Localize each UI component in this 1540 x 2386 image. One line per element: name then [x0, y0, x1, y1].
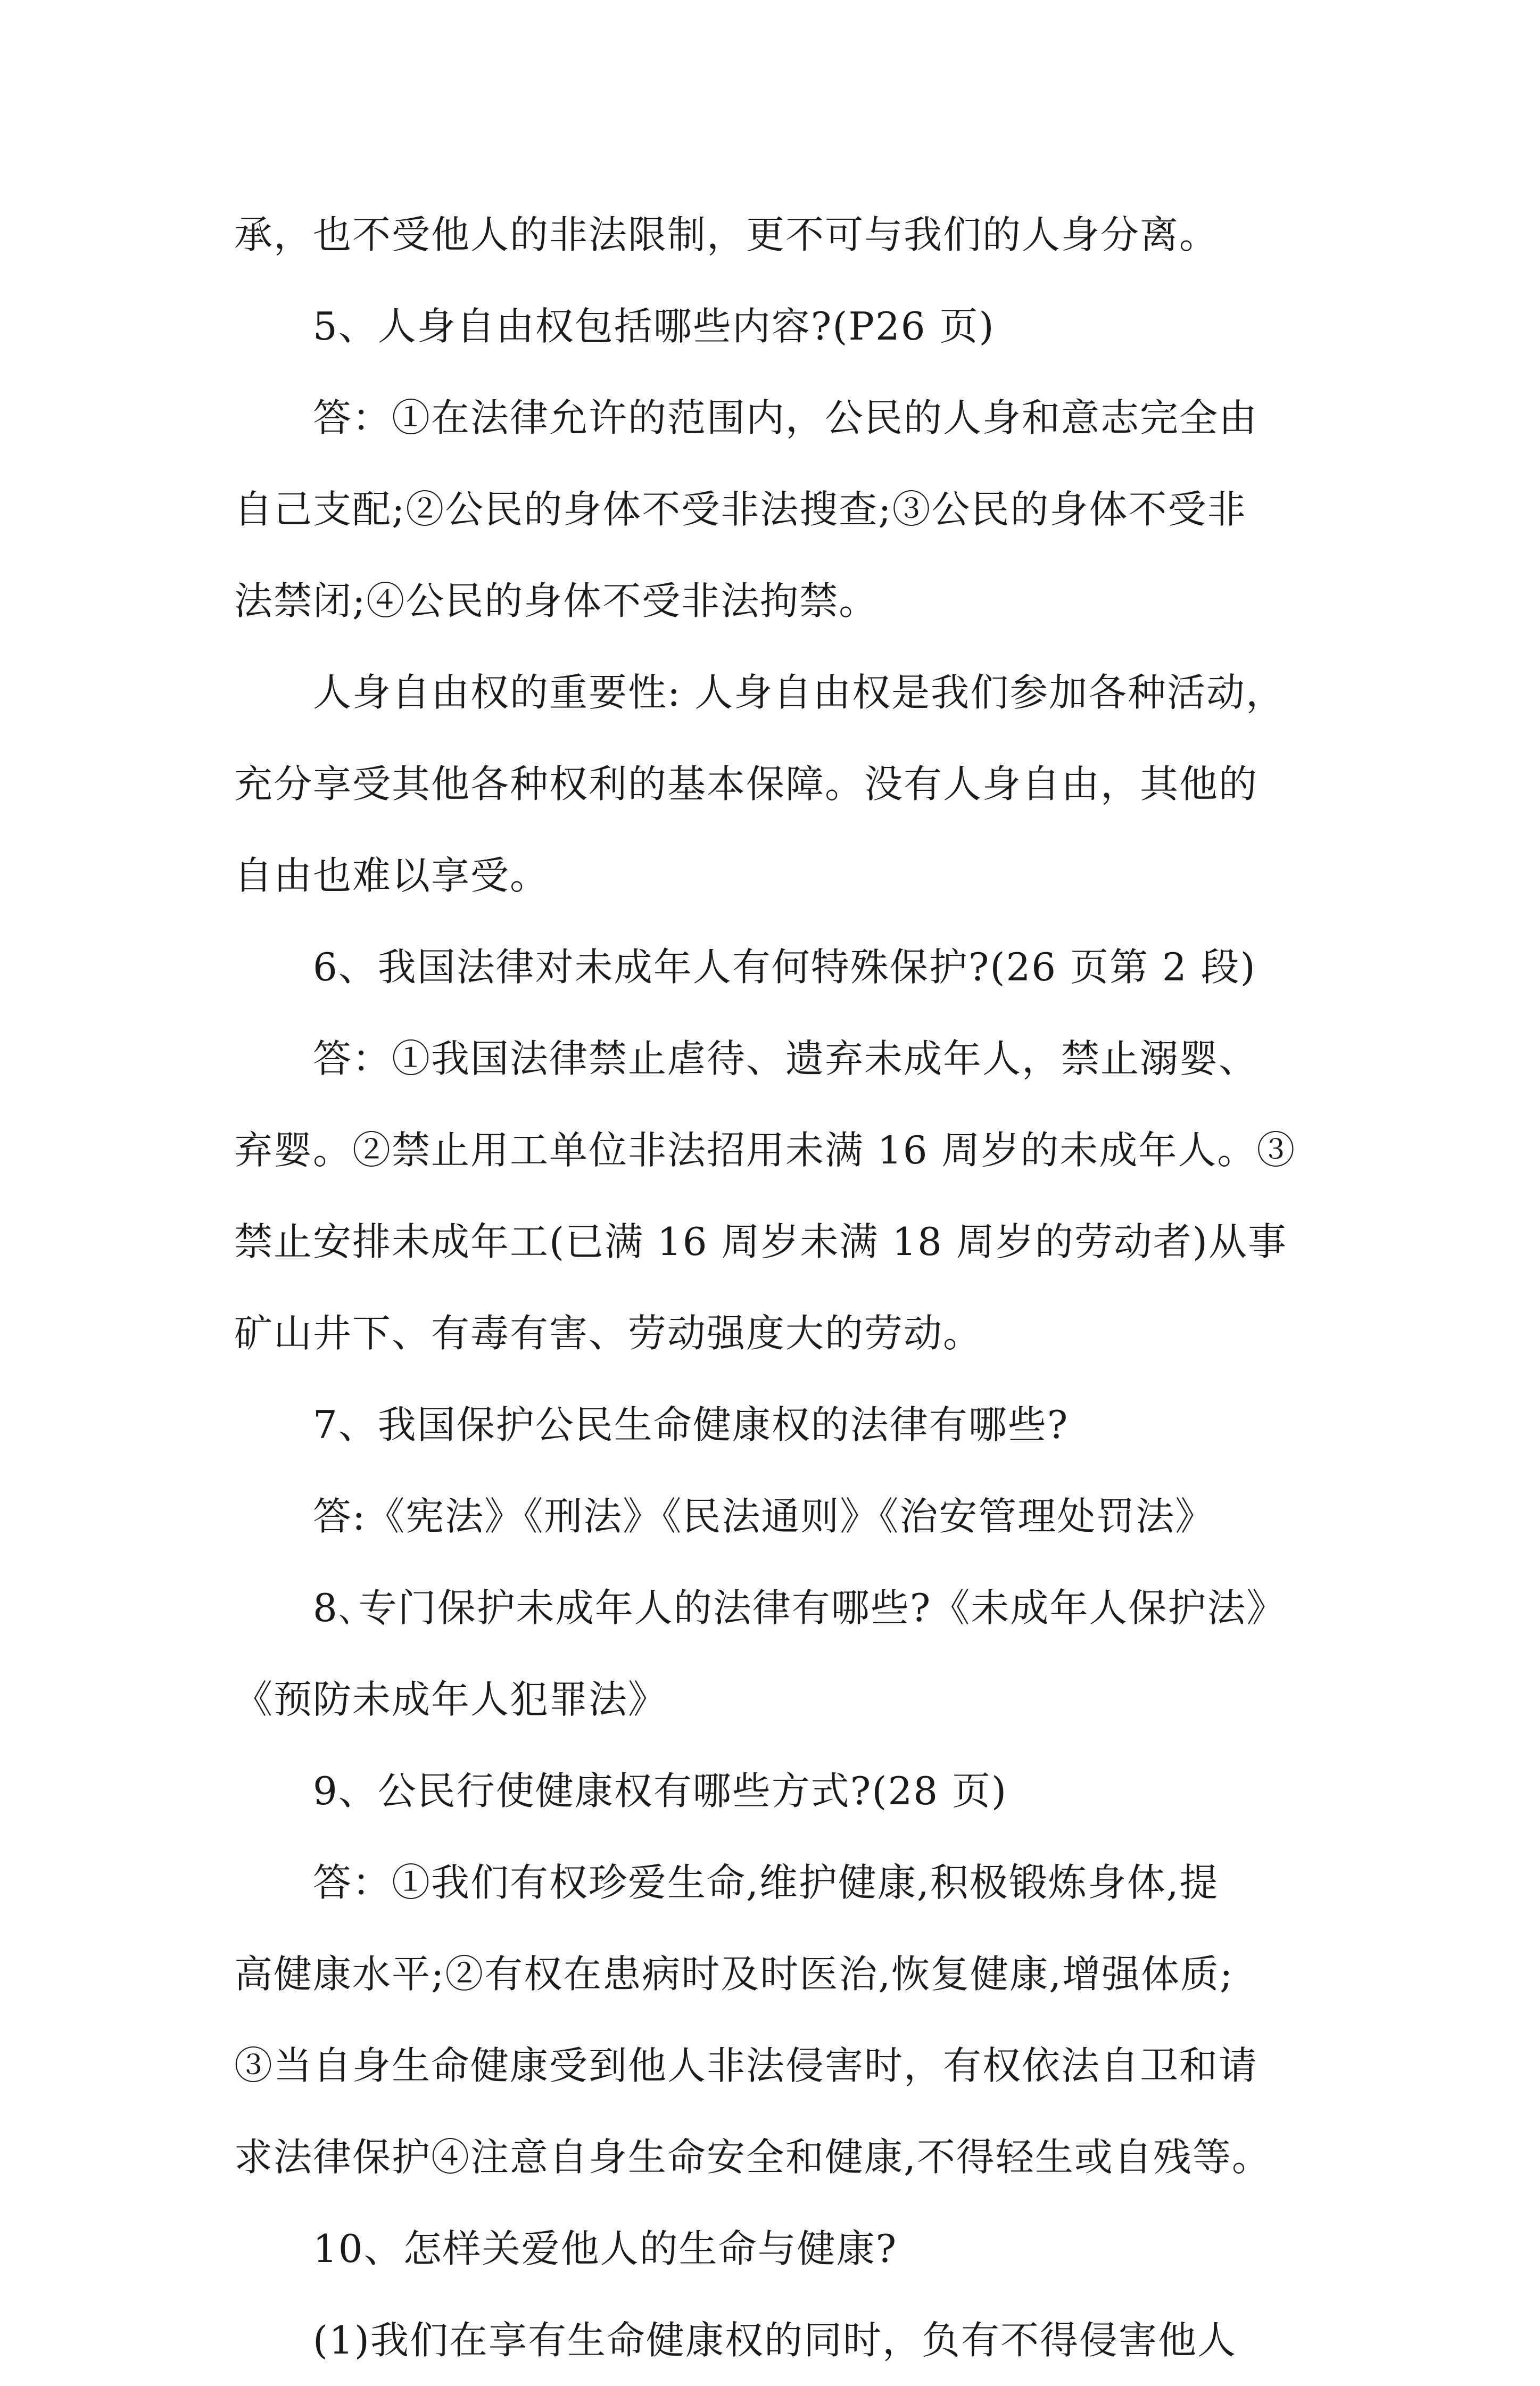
- text-line: 禁止安排未成年工(已满 16 周岁未满 18 周岁的劳动者)从事: [234, 1219, 1287, 1264]
- question-heading: 6、我国法律对未成年人有何特殊保护?(26 页第 2 段): [313, 945, 1256, 989]
- question-heading: 5、人身自由权包括哪些内容?(P26 页): [313, 304, 995, 349]
- text-line: 高健康水平;②有权在患病时及时医治,恢复健康,增强体质;: [234, 1952, 1234, 1996]
- text-line: 承，也不受他人的非法限制，更不可与我们的人身分离。: [234, 212, 1219, 257]
- text-line: 自由也难以享受。: [234, 853, 550, 898]
- answer-line: 答:《宪法》《刑法》《民法通则》《治安管理处罚法》: [313, 1494, 1215, 1539]
- question-heading: 7、我国保护公民生命健康权的法律有哪些?: [313, 1402, 1069, 1447]
- text-line: 《预防未成年人犯罪法》: [234, 1677, 668, 1722]
- text-line: 充分享受其他各种权利的基本保障。没有人身自由，其他的: [234, 762, 1259, 806]
- text-line: ③当自身生命健康受到他人非法侵害时，有权依法自卫和请: [234, 2043, 1259, 2088]
- question-heading: 8､专门保护未成年人的法律有哪些?《未成年人保护法》: [313, 1586, 1286, 1630]
- answer-line: 答：①我国法律禁止虐待、遗弃未成年人，禁止溺婴、: [313, 1036, 1259, 1081]
- answer-line: 答：①我们有权珍爱生命,维护健康,积极锻炼身体,提: [313, 1860, 1219, 1905]
- document-page: [234, 189, 1320, 2386]
- question-heading: 10、怎样关爱他人的生命与健康?: [313, 2226, 898, 2271]
- text-line: 弃婴。②禁止用工单位非法招用未满 16 周岁的未成年人。③: [234, 1128, 1296, 1173]
- text-line: 求法律保护④注意自身生命安全和健康,不得轻生或自残等。: [234, 2135, 1271, 2179]
- answer-line: (1)我们在享有生命健康权的同时，负有不得侵害他人: [313, 2318, 1237, 2363]
- text-line: 法禁闭;④公民的身体不受非法拘禁。: [234, 579, 879, 623]
- text-line: 自己支配;②公民的身体不受非法搜查;③公民的身体不受非: [234, 487, 1247, 532]
- paragraph-line: 人身自由权的重要性: 人身自由权是我们参加各种活动，: [313, 670, 1286, 715]
- text-line: 矿山井下、有毒有害、劳动强度大的劳动。: [234, 1311, 983, 1356]
- question-heading: 9、公民行使健康权有哪些方式?(28 页): [313, 1769, 1008, 1813]
- answer-line: 答：①在法律允许的范围内，公民的人身和意志完全由: [313, 395, 1259, 440]
